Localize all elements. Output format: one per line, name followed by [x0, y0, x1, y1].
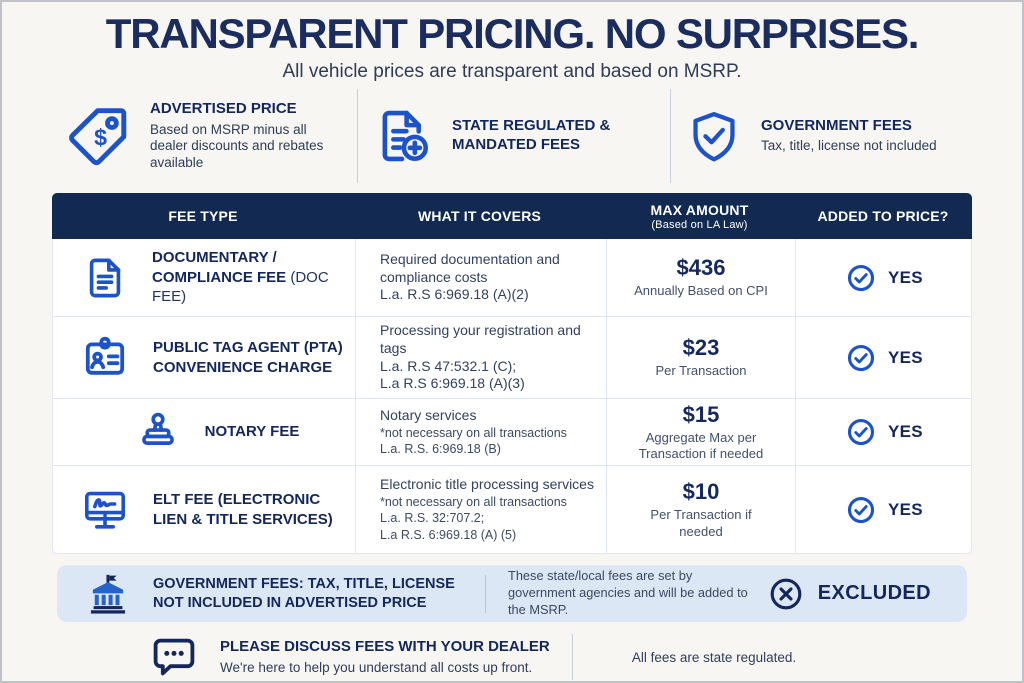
- covers-cell: [355, 399, 606, 465]
- header-max-amount: MAX AMOUNT (Based on LA Law): [605, 202, 794, 231]
- feature-advertised-price: [52, 89, 357, 183]
- fee-type-cell: [53, 399, 355, 465]
- banner-title: GOVERNMENT FEES: TAX, TITLE, LICENSE NOT INCLUDED IN ADVERTISED PRICE: [153, 575, 455, 611]
- max-amount-cell: [606, 239, 795, 316]
- added-label: YES: [888, 347, 923, 367]
- banner-status: [768, 576, 931, 612]
- covers-statute: L.a. R.S 6:969.18 (A)(2): [380, 286, 529, 303]
- covers-statute: L.a. R.S. 6:969.18 (B): [380, 441, 501, 456]
- footer: [2, 633, 1022, 681]
- header-max-amount-sub: (Based on LA Law): [651, 218, 748, 231]
- document-icon: [82, 255, 128, 301]
- page-title: TRANSPARENT PRICING. NO SURPRISES.: [105, 10, 919, 57]
- feature-government-fees: [670, 89, 972, 183]
- feature-title: GOVERNMENT FEES: [761, 116, 912, 134]
- fee-type-cell: [53, 317, 355, 398]
- added-cell: [795, 239, 973, 316]
- banner-status-label: EXCLUDED: [817, 582, 931, 604]
- covers-text: Required documentation and compliance costs: [380, 250, 560, 285]
- max-amount-cell: [606, 466, 795, 553]
- feature-title: STATE REGULATED & MANDATED FEES: [452, 117, 611, 153]
- feature-state-regulated: [357, 89, 670, 183]
- x-circle-icon: [768, 576, 804, 612]
- added-cell: [795, 317, 973, 398]
- shield-check-icon: [687, 109, 741, 163]
- fee-table: [52, 193, 972, 554]
- government-building-icon: [85, 571, 131, 617]
- max-amount-cell: [606, 399, 795, 465]
- check-circle-icon: [846, 343, 876, 373]
- fee-title-suffix: (DOC FEE): [152, 268, 329, 306]
- feature-description: Based on MSRP minus all dealer discounts and rebates available: [150, 121, 324, 171]
- table-row: [53, 398, 971, 465]
- added-cell: [795, 399, 973, 465]
- stamp-icon: [135, 409, 181, 455]
- max-amount-cell: [606, 317, 795, 398]
- footer-divider: [572, 634, 573, 680]
- page-subtitle: All vehicle prices are transparent and based on MSRP.: [282, 61, 742, 82]
- covers-text: Electronic title processing services: [380, 476, 594, 493]
- footer-title: PLEASE DISCUSS FEES WITH YOUR DEALER: [220, 638, 550, 656]
- amount-note: Aggregate Max per Transaction if needed: [638, 429, 764, 461]
- added-label: YES: [888, 267, 923, 287]
- amount-value: $10: [682, 479, 720, 505]
- covers-note: *not necessary on all transactions: [380, 495, 567, 510]
- covers-statute: L.a. R.S 47:532.1 (C);: [380, 357, 517, 374]
- covers-statute: L.a R.S. 6:969.18 (A) (5): [380, 527, 517, 542]
- fee-type-cell: [53, 466, 355, 553]
- feature-description: Tax, title, license not included: [761, 138, 937, 154]
- fee-title: PUBLIC TAG AGENT (PTA) CONVENIENCE CHARGE: [153, 339, 343, 376]
- table-row: [53, 316, 971, 398]
- header-added: ADDED TO PRICE?: [817, 208, 949, 224]
- added-label: YES: [888, 422, 923, 441]
- table-row: [53, 239, 971, 316]
- id-badge-icon: [81, 334, 129, 382]
- footer-note: All fees are state regulated.: [631, 649, 797, 665]
- banner-divider: [485, 575, 486, 613]
- check-circle-icon: [846, 417, 876, 447]
- banner-description: These state/local fees are set by government agencies and will be added to the MSRP.: [508, 568, 748, 617]
- check-circle-icon: [846, 263, 876, 293]
- covers-text: Processing your registration and tags: [380, 321, 581, 356]
- fee-type-cell: [53, 239, 355, 316]
- covers-statute: L.a R.S 6:969.18 (A)(3): [380, 375, 525, 392]
- table-row: [53, 465, 971, 553]
- amount-value: $436: [676, 255, 726, 281]
- amount-value: $23: [682, 335, 720, 361]
- amount-note: Per Transaction if needed: [650, 507, 752, 539]
- monitor-signature-icon: [81, 486, 129, 534]
- check-circle-icon: [846, 495, 876, 525]
- price-tag-icon: [68, 105, 130, 167]
- covers-statute: L.a. R.S. 32:707.2;: [380, 511, 485, 526]
- added-cell: [795, 466, 973, 553]
- covers-cell: [355, 239, 606, 316]
- table-header-row: [52, 193, 972, 239]
- added-label: YES: [888, 499, 923, 519]
- svg-text:$: $: [94, 124, 108, 151]
- fee-title: DOCUMENTARY / COMPLIANCE FEE: [152, 249, 287, 286]
- chat-bubble-icon: [150, 633, 198, 681]
- fee-title: NOTARY FEE: [204, 423, 300, 441]
- covers-cell: [355, 466, 606, 553]
- government-fees-banner: [57, 565, 967, 622]
- features-strip: [52, 89, 972, 183]
- covers-text: Notary services: [380, 406, 477, 423]
- covers-cell: [355, 317, 606, 398]
- feature-title: ADVERTISED PRICE: [150, 99, 297, 117]
- header-covers: WHAT IT COVERS: [417, 208, 542, 224]
- header-fee-type: FEE TYPE: [168, 208, 238, 224]
- document-plus-icon: [374, 107, 432, 165]
- amount-note: Per Transaction: [655, 363, 747, 379]
- covers-note: *not necessary on all transactions: [380, 425, 567, 440]
- amount-value: $15: [682, 401, 720, 427]
- amount-note: Annually Based on CPI: [634, 283, 768, 299]
- footer-subtitle: We're here to help you understand all costs up front.: [220, 659, 533, 675]
- fee-title: ELT FEE (ELECTRONIC LIEN & TITLE SERVICES): [153, 491, 333, 528]
